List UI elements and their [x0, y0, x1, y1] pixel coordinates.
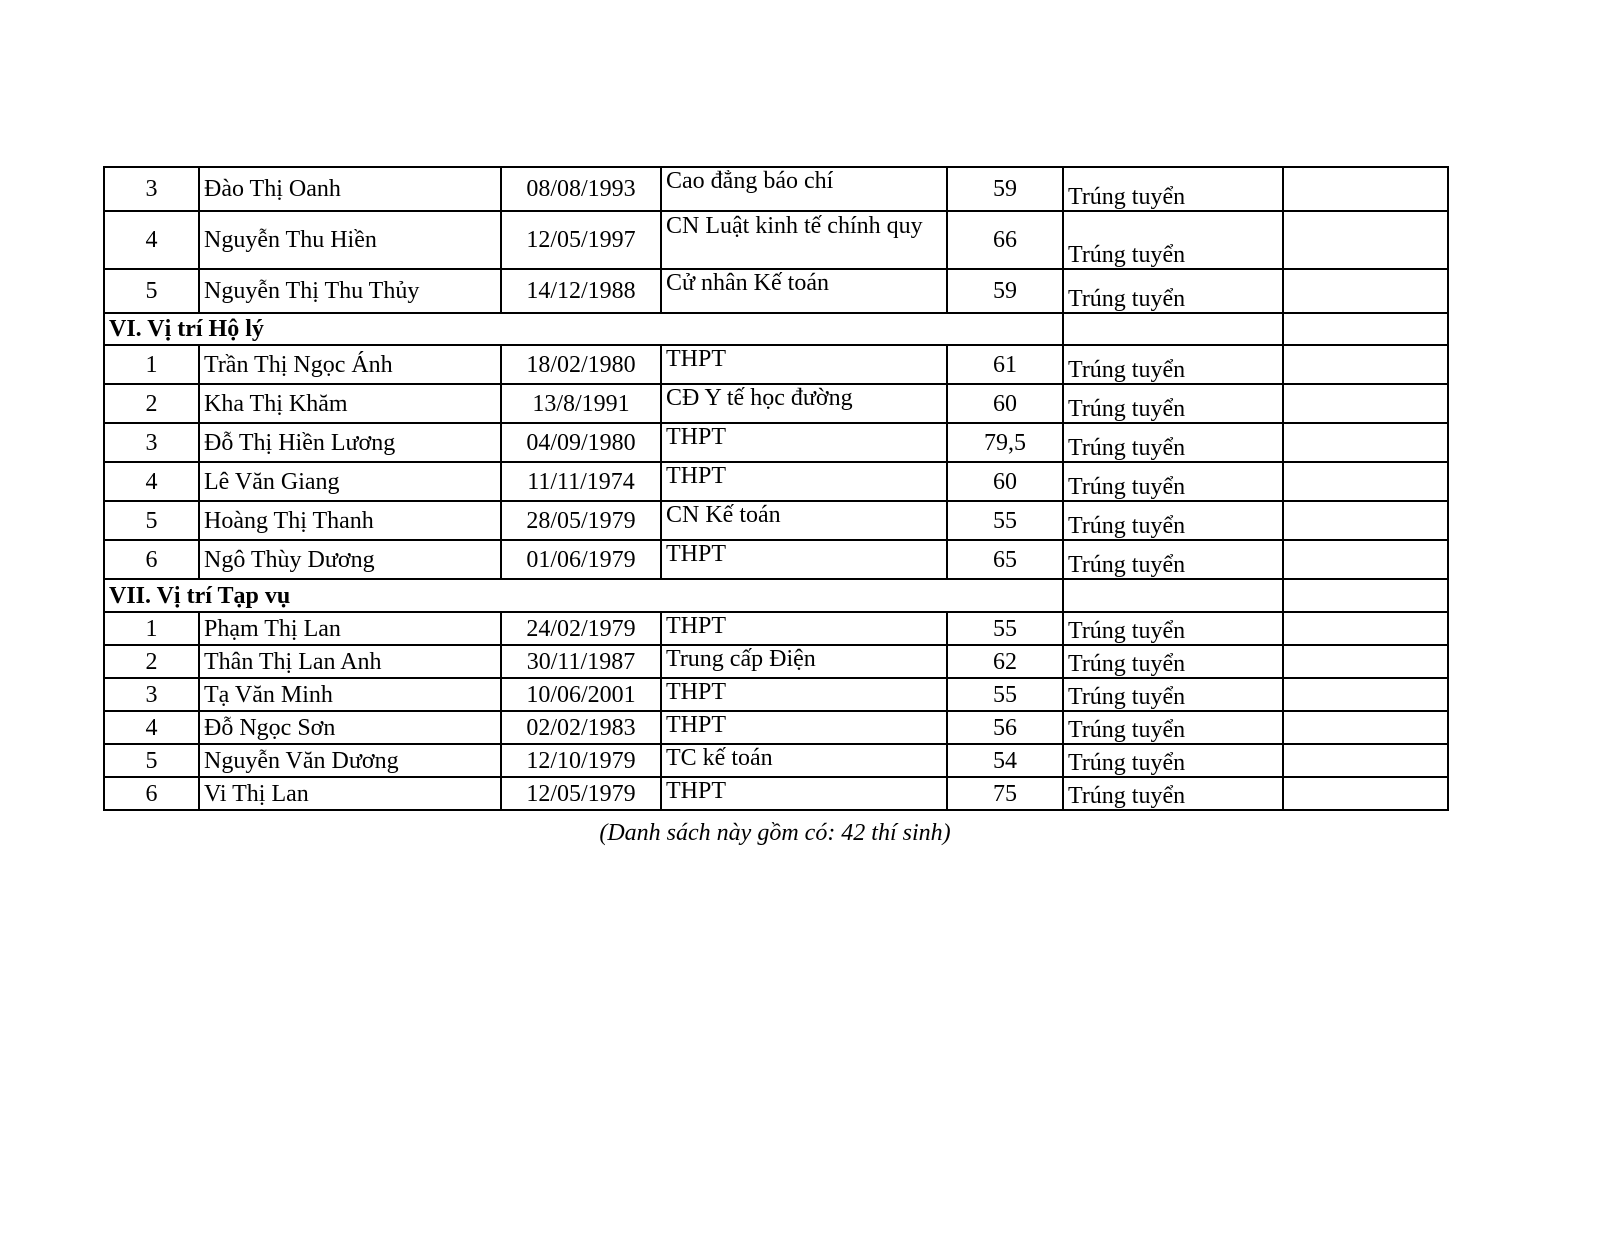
name-cell: Hoàng Thị Thanh — [199, 501, 501, 540]
dob-cell: 24/02/1979 — [501, 612, 661, 645]
footer-note: (Danh sách này gồm có: 42 thí sinh) — [599, 820, 951, 846]
note-cell — [1283, 167, 1448, 211]
dob-cell: 30/11/1987 — [501, 645, 661, 678]
stt-cell: 5 — [104, 269, 199, 313]
section-row — [104, 313, 1448, 345]
stt-cell: 3 — [104, 678, 199, 711]
stt-cell: 3 — [104, 423, 199, 462]
qualification-cell: THPT — [661, 678, 947, 711]
section-result-cell — [1063, 313, 1283, 345]
name-cell: Lê Văn Giang — [199, 462, 501, 501]
note-cell — [1283, 777, 1448, 810]
score-cell: 65 — [947, 540, 1063, 579]
qualification-cell: CĐ Y tế học đường — [661, 384, 947, 423]
note-cell — [1283, 423, 1448, 462]
name-cell: Nguyễn Văn Dương — [199, 744, 501, 777]
dob-cell: 12/10/1979 — [501, 744, 661, 777]
stt-cell: 5 — [104, 744, 199, 777]
note-cell — [1283, 645, 1448, 678]
name-cell: Ngô Thùy Dương — [199, 540, 501, 579]
table-row — [104, 678, 1448, 711]
section-note-cell — [1283, 579, 1448, 612]
result-cell: Trúng tuyển — [1063, 345, 1283, 384]
dob-cell: 18/02/1980 — [501, 345, 661, 384]
result-cell: Trúng tuyển — [1063, 744, 1283, 777]
score-cell: 54 — [947, 744, 1063, 777]
stt-cell: 6 — [104, 540, 199, 579]
name-cell: Kha Thị Khăm — [199, 384, 501, 423]
table-row — [104, 711, 1448, 744]
section-title: VI. Vị trí Hộ lý — [104, 313, 1063, 345]
result-cell: Trúng tuyển — [1063, 678, 1283, 711]
table-row — [104, 540, 1448, 579]
note-cell — [1283, 612, 1448, 645]
stt-cell: 4 — [104, 211, 199, 269]
qualification-cell: THPT — [661, 777, 947, 810]
dob-cell: 02/02/1983 — [501, 711, 661, 744]
note-cell — [1283, 384, 1448, 423]
table-row — [104, 211, 1448, 269]
qualification-cell: Cử nhân Kế toán — [661, 269, 947, 313]
qualification-cell: THPT — [661, 423, 947, 462]
score-cell: 60 — [947, 462, 1063, 501]
section-row — [104, 579, 1448, 612]
qualification-cell: CN Kế toán — [661, 501, 947, 540]
dob-cell: 12/05/1979 — [501, 777, 661, 810]
table-body — [104, 167, 1448, 810]
name-cell: Đỗ Thị Hiền Lương — [199, 423, 501, 462]
name-cell: Đỗ Ngọc Sơn — [199, 711, 501, 744]
note-cell — [1283, 345, 1448, 384]
note-cell — [1283, 744, 1448, 777]
section-result-cell — [1063, 579, 1283, 612]
result-cell: Trúng tuyển — [1063, 384, 1283, 423]
score-cell: 66 — [947, 211, 1063, 269]
result-cell: Trúng tuyển — [1063, 269, 1283, 313]
result-cell: Trúng tuyển — [1063, 423, 1283, 462]
name-cell: Nguyễn Thu Hiền — [199, 211, 501, 269]
qualification-cell: TC kế toán — [661, 744, 947, 777]
score-cell: 59 — [947, 269, 1063, 313]
qualification-cell: THPT — [661, 711, 947, 744]
score-cell: 59 — [947, 167, 1063, 211]
qualification-cell: CN Luật kinh tế chính quy — [661, 211, 947, 269]
score-cell: 61 — [947, 345, 1063, 384]
result-cell: Trúng tuyển — [1063, 540, 1283, 579]
qualification-cell: THPT — [661, 540, 947, 579]
score-cell: 75 — [947, 777, 1063, 810]
table-row — [104, 269, 1448, 313]
name-cell: Đào Thị Oanh — [199, 167, 501, 211]
score-cell: 60 — [947, 384, 1063, 423]
stt-cell: 6 — [104, 777, 199, 810]
score-cell: 62 — [947, 645, 1063, 678]
results-table — [103, 166, 1449, 811]
table-row — [104, 744, 1448, 777]
stt-cell: 4 — [104, 711, 199, 744]
stt-cell: 4 — [104, 462, 199, 501]
stt-cell: 5 — [104, 501, 199, 540]
table-row — [104, 462, 1448, 501]
result-cell: Trúng tuyển — [1063, 501, 1283, 540]
dob-cell: 12/05/1997 — [501, 211, 661, 269]
score-cell: 55 — [947, 678, 1063, 711]
score-cell: 79,5 — [947, 423, 1063, 462]
note-cell — [1283, 462, 1448, 501]
table-row — [104, 423, 1448, 462]
note-cell — [1283, 211, 1448, 269]
section-note-cell — [1283, 313, 1448, 345]
qualification-cell: THPT — [661, 612, 947, 645]
note-cell — [1283, 711, 1448, 744]
stt-cell: 2 — [104, 645, 199, 678]
stt-cell: 2 — [104, 384, 199, 423]
stt-cell: 3 — [104, 167, 199, 211]
result-cell: Trúng tuyển — [1063, 777, 1283, 810]
dob-cell: 14/12/1988 — [501, 269, 661, 313]
result-cell: Trúng tuyển — [1063, 612, 1283, 645]
table-row — [104, 501, 1448, 540]
qualification-cell: THPT — [661, 345, 947, 384]
qualification-cell: Trung cấp Điện — [661, 645, 947, 678]
score-cell: 55 — [947, 501, 1063, 540]
qualification-cell: Cao đẳng báo chí — [661, 167, 947, 211]
name-cell: Vi Thị Lan — [199, 777, 501, 810]
score-cell: 56 — [947, 711, 1063, 744]
note-cell — [1283, 540, 1448, 579]
dob-cell: 08/08/1993 — [501, 167, 661, 211]
result-cell: Trúng tuyển — [1063, 167, 1283, 211]
dob-cell: 11/11/1974 — [501, 462, 661, 501]
result-cell: Trúng tuyển — [1063, 211, 1283, 269]
result-cell: Trúng tuyển — [1063, 711, 1283, 744]
stt-cell: 1 — [104, 612, 199, 645]
name-cell: Nguyễn Thị Thu Thủy — [199, 269, 501, 313]
table-row — [104, 167, 1448, 211]
name-cell: Phạm Thị Lan — [199, 612, 501, 645]
table-row — [104, 384, 1448, 423]
table-row — [104, 612, 1448, 645]
note-cell — [1283, 678, 1448, 711]
stt-cell: 1 — [104, 345, 199, 384]
qualification-cell: THPT — [661, 462, 947, 501]
result-cell: Trúng tuyển — [1063, 462, 1283, 501]
name-cell: Thân Thị Lan Anh — [199, 645, 501, 678]
dob-cell: 01/06/1979 — [501, 540, 661, 579]
note-cell — [1283, 501, 1448, 540]
name-cell: Trần Thị Ngọc Ánh — [199, 345, 501, 384]
dob-cell: 13/8/1991 — [501, 384, 661, 423]
dob-cell: 28/05/1979 — [501, 501, 661, 540]
table-row — [104, 345, 1448, 384]
result-cell: Trúng tuyển — [1063, 645, 1283, 678]
dob-cell: 10/06/2001 — [501, 678, 661, 711]
note-cell — [1283, 269, 1448, 313]
table-row — [104, 777, 1448, 810]
name-cell: Tạ Văn Minh — [199, 678, 501, 711]
score-cell: 55 — [947, 612, 1063, 645]
dob-cell: 04/09/1980 — [501, 423, 661, 462]
section-title: VII. Vị trí Tạp vụ — [104, 579, 1063, 612]
table-row — [104, 645, 1448, 678]
